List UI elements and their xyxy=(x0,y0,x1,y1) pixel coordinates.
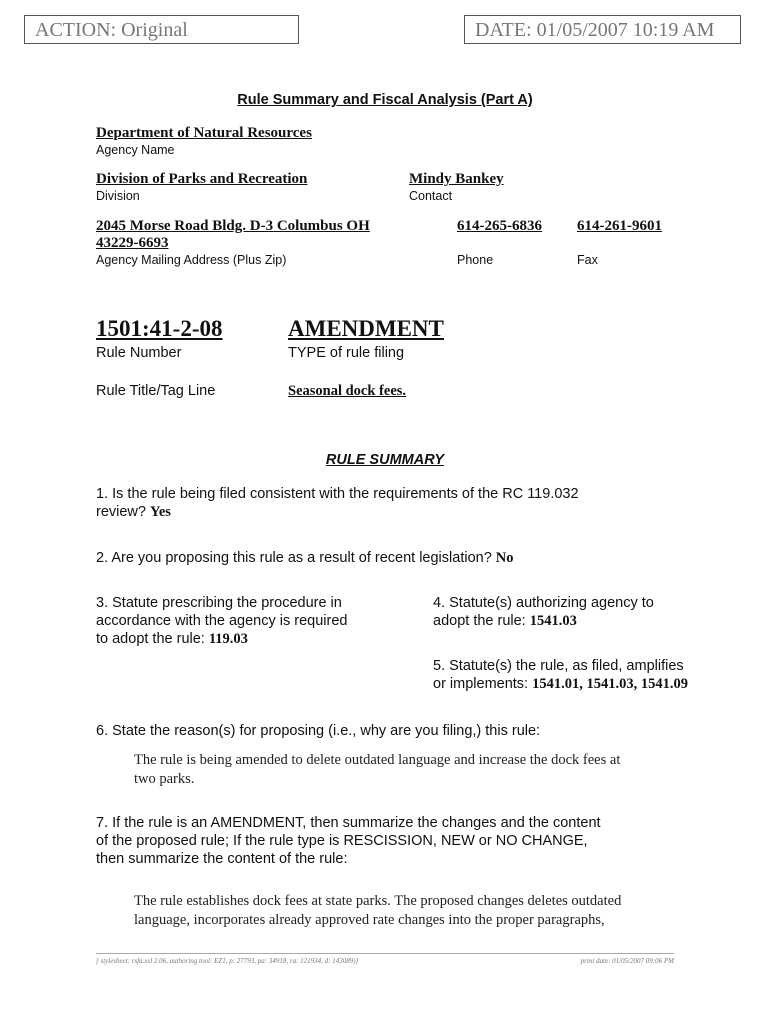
question-6-answer-line1: The rule is being amended to delete outdated language and increase the dock fees at xyxy=(134,752,621,768)
fax-label: Fax xyxy=(577,253,598,267)
footer-right: print date: 01/05/2007 09:06 PM xyxy=(580,957,674,965)
question-3-line3: to adopt the rule: xyxy=(96,631,205,647)
question-2 xyxy=(96,549,514,567)
agency-name-label: Agency Name xyxy=(96,143,175,157)
question-2-answer: No xyxy=(495,550,514,566)
date-box xyxy=(464,15,741,44)
division-name: Division of Parks and Recreation xyxy=(96,171,308,187)
question-6-answer xyxy=(134,751,620,789)
question-6: 6. State the reason(s) for proposing (i.e., why are you filing,) this rule: xyxy=(96,723,541,739)
question-5-answer: 1541.01, 1541.03, 1541.09 xyxy=(532,676,688,692)
question-7-answer-line1: The rule establishes dock fees at state parks. The proposed changes deletes outdated xyxy=(134,893,622,909)
action-text: ACTION: Original xyxy=(35,19,188,41)
rule-title-label: Rule Title/Tag Line xyxy=(96,383,216,399)
date-text: DATE: 01/05/2007 10:19 AM xyxy=(475,19,715,41)
question-3-line2: accordance with the agency is required xyxy=(96,613,348,629)
division-label: Division xyxy=(96,189,140,203)
question-3 xyxy=(96,594,347,648)
question-4-line2-row xyxy=(433,612,654,630)
question-5-line1: 5. Statute(s) the rule, as filed, amplifies xyxy=(433,658,684,674)
fax-value: 614-261-9601 xyxy=(577,218,662,234)
footer-divider xyxy=(96,953,674,954)
question-7-line1: 7. If the rule is an AMENDMENT, then summarize the changes and the content xyxy=(96,815,601,831)
page-title: Rule Summary and Fiscal Analysis (Part A) xyxy=(237,92,533,108)
question-5-line2-row xyxy=(433,675,688,693)
question-1-line1: 1. Is the rule being filed consistent with the requirements of the RC 119.032 xyxy=(96,486,579,502)
question-5-line2: or implements: xyxy=(433,676,529,692)
rule-summary-heading: RULE SUMMARY xyxy=(325,452,445,468)
question-7 xyxy=(96,814,601,868)
question-6-answer-line2: two parks. xyxy=(134,771,195,787)
phone-label: Phone xyxy=(457,253,494,267)
question-7-answer-line2: language, incorporates already approved rate changes into the proper paragraphs, xyxy=(134,912,605,928)
question-1-answer: Yes xyxy=(150,504,171,520)
question-2-text: 2. Are you proposing this rule as a result of recent legislation? xyxy=(96,550,492,566)
rule-type: AMENDMENT xyxy=(288,316,444,341)
question-3-line3-row xyxy=(96,630,347,648)
question-1 xyxy=(96,485,579,521)
action-box xyxy=(24,15,299,44)
rule-number: 1501:41-2-08 xyxy=(96,316,223,341)
question-5 xyxy=(433,657,688,693)
question-4-line1: 4. Statute(s) authorizing agency to xyxy=(433,595,654,611)
question-4-line2: adopt the rule: xyxy=(433,613,526,629)
question-3-line1: 3. Statute prescribing the procedure in xyxy=(96,595,342,611)
question-1-line2 xyxy=(96,503,579,521)
question-1-line2-text: review? xyxy=(96,504,146,520)
footer-left: [ stylesheet: rsfa.xsl 2.06, authoring tool: EZ1, p: 27793, pa: 34918, ra: 121934, d: 143089)] xyxy=(96,957,359,965)
question-4 xyxy=(433,594,654,630)
contact-label: Contact xyxy=(409,189,453,203)
question-4-answer: 1541.03 xyxy=(529,613,577,629)
question-7-line2: of the proposed rule; If the rule type is RESCISSION, NEW or NO CHANGE, xyxy=(96,833,588,849)
contact-name: Mindy Bankey xyxy=(409,171,504,187)
rule-title: Seasonal dock fees. xyxy=(288,383,407,399)
agency-name: Department of Natural Resources xyxy=(96,125,312,141)
question-7-line3: then summarize the content of the rule: xyxy=(96,851,348,867)
phone-value: 614-265-6836 xyxy=(457,218,542,234)
rule-type-label: TYPE of rule filing xyxy=(288,345,405,361)
address-line2: 43229-6693 xyxy=(96,235,169,251)
question-3-answer: 119.03 xyxy=(208,631,248,647)
rule-number-label: Rule Number xyxy=(96,345,182,361)
question-7-answer xyxy=(134,892,621,930)
address-line1: 2045 Morse Road Bldg. D-3 Columbus OH xyxy=(96,218,370,234)
address-label: Agency Mailing Address (Plus Zip) xyxy=(96,253,287,267)
